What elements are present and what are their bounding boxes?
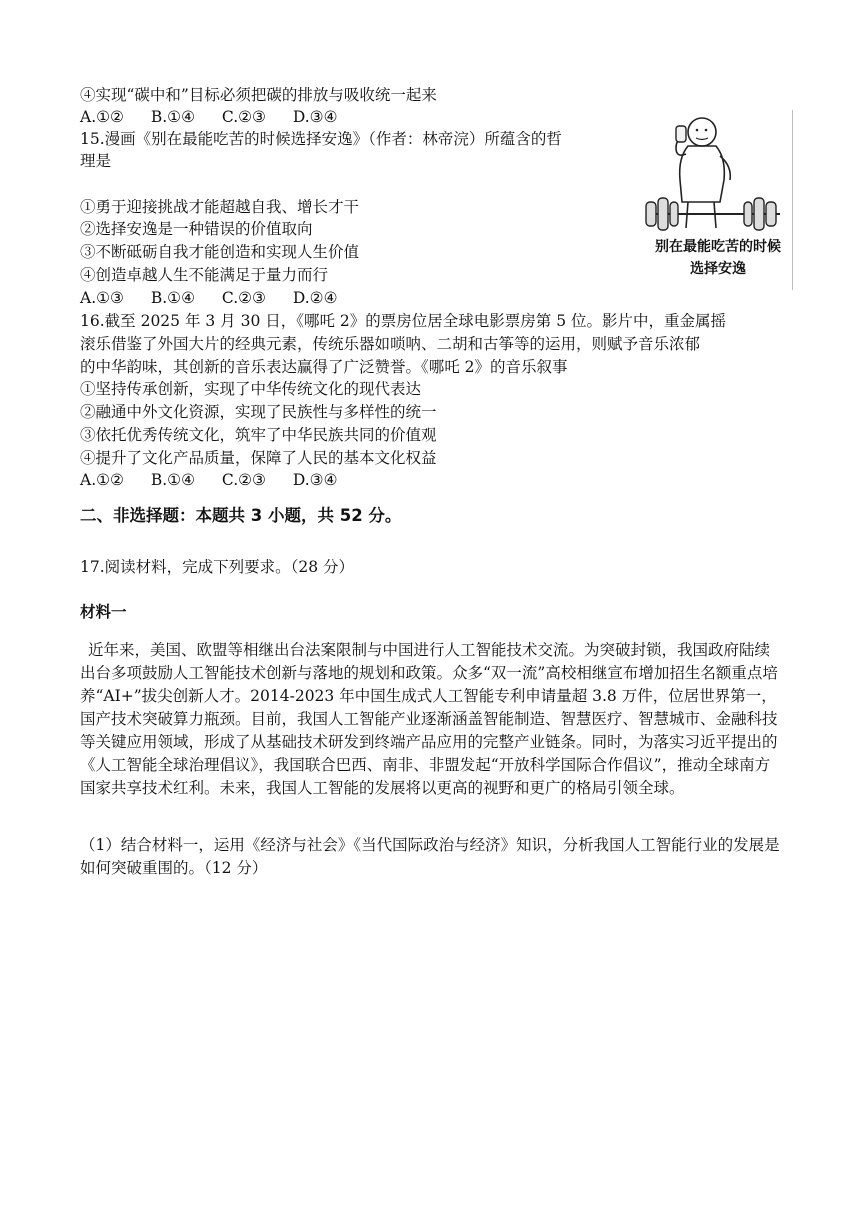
q16-option-b: B.①④ xyxy=(150,471,195,489)
q14-option-c: C.②③ xyxy=(221,108,266,126)
cartoon-illustration xyxy=(640,110,792,290)
q16-item-2: ②融通中外文化资源，实现了民族性与多样性的统一 xyxy=(80,403,437,421)
q15-item-3: ③不断砥砺自我才能创造和实现人生价值 xyxy=(80,243,360,261)
q15-option-c: C.②③ xyxy=(221,289,266,307)
q16-option-d: D.③④ xyxy=(292,471,338,489)
cartoon-border xyxy=(792,110,793,290)
q15-item-2: ②选择安逸是一种错误的价值取向 xyxy=(80,220,313,238)
q16-stem-line-1: 16.截至 2025 年 3 月 30 日，《哪吒 2》的票房位居全球电影票房第 5 位。影片中，重金属摇 xyxy=(80,312,726,330)
q16-item-4: ④提升了文化产品质量，保障了人民的基本文化权益 xyxy=(80,449,437,467)
q15-option-d: D.②④ xyxy=(292,289,338,307)
q16-option-a: A.①② xyxy=(80,471,124,489)
q14-options xyxy=(80,106,359,128)
q15-option-a: A.①③ xyxy=(80,289,124,307)
q15-options xyxy=(80,287,359,309)
material-1-text: 近年来，美国、欧盟等相继出台法案限制与中国进行人工智能技术交流。为突破封锁，我国政府陆续出台多项鼓励人工智能技术创新与落地的规划和政策。众多“双一流”高校相继宣布增加招生名额重点培养“AI+”拔尖创新人才。2014-2023 年中国生成式人工智能专利申请量超 3.8 万件，位居世界第一，国产技术突破算力瓶颈。目前，我国人工智能产业逐渐涵盖智能制造、智慧医疗、智慧城市、金融科技等关键应用领域，形成了从基础技术研发到终端产品应用的完整产业链条。同时，为落实习近平提出的《人工智能全球治理倡议》，我国联合巴西、南非、非盟发起“开放科学国际合作倡议”，推动全球南方国家共享技术红利。未来，我国人工智能的发展将以更高的视野和更广的格局引领全球。 xyxy=(80,641,778,797)
q14-option-d: D.③④ xyxy=(292,108,338,126)
q16-item-1: ①坚持传承创新，实现了中华传统文化的现代表达 xyxy=(80,380,422,398)
material-1-title: 材料一 xyxy=(80,603,127,621)
q14-option-b: B.①④ xyxy=(150,108,195,126)
q16-option-c: C.②③ xyxy=(221,471,266,489)
q15-stem-line-2: 理是 xyxy=(80,152,112,170)
q17-question-1: （1）结合材料一，运用《经济与社会》《当代国际政治与经济》知识，分析我国人工智能行业的发展是如何突破重围的。（12 分） xyxy=(80,836,780,877)
q16-options xyxy=(80,469,359,491)
q15-item-4: ④创造卓越人生不能满足于量力而行 xyxy=(80,266,329,284)
q16-stem-line-3: 的中华韵味，其创新的音乐表达赢得了广泛赞誉。《哪吒 2》的音乐叙事 xyxy=(80,358,568,376)
cartoon-caption-line-1: 别在最能吃苦的时候 xyxy=(655,239,781,255)
section-2-heading: 二、非选择题：本题共 3 小题，共 52 分。 xyxy=(80,506,402,525)
q16-stem-line-2: 滚乐借鉴了外国大片的经典元素，传统乐器如唢呐、二胡和古筝等的运用，则赋予音乐浓郁 xyxy=(80,335,701,353)
q16-item-3: ③依托优秀传统文化，筑牢了中华民族共同的价值观 xyxy=(80,426,437,444)
q17-stem: 17.阅读材料，完成下列要求。（28 分） xyxy=(80,558,355,576)
q14-item-4: ④实现“碳中和”目标必须把碳的排放与吸收统一起来 xyxy=(80,86,437,104)
q15-stem-line-1: 15.漫画《别在最能吃苦的时候选择安逸》（作者：林帝浣）所蕴含的哲 xyxy=(80,130,562,148)
q14-option-a: A.①② xyxy=(80,108,124,126)
q15-item-1: ①勇于迎接挑战才能超越自我、增长才干 xyxy=(80,198,360,216)
q15-option-b: B.①④ xyxy=(150,289,195,307)
cartoon-caption-line-2: 选择安逸 xyxy=(690,261,746,277)
